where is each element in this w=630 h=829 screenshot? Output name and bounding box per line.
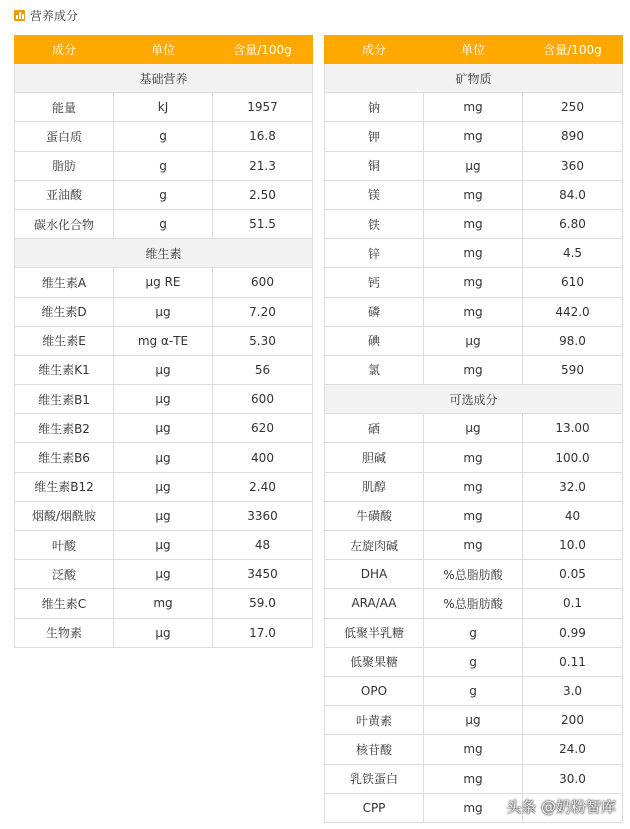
table-row xyxy=(15,122,313,151)
cell-name: 低聚半乳糖 xyxy=(325,618,424,647)
cell-name: 叶酸 xyxy=(15,531,114,560)
cell-name: 能量 xyxy=(15,93,114,122)
cell-value: 32.0 xyxy=(523,472,623,501)
cell-value: 7.20 xyxy=(213,297,313,326)
table-row xyxy=(15,268,313,297)
cell-unit: g xyxy=(114,180,213,209)
table-row xyxy=(325,501,623,530)
table-row xyxy=(15,93,313,122)
section-label: 基础营养 xyxy=(15,64,313,93)
table-row xyxy=(325,443,623,472)
table-row xyxy=(325,618,623,647)
table-row xyxy=(15,560,313,589)
cell-name: 铜 xyxy=(325,151,424,180)
cell-name: 硒 xyxy=(325,414,424,443)
cell-name: 碳水化合物 xyxy=(15,209,114,238)
cell-unit: μg xyxy=(114,385,213,414)
cell-name: 铁 xyxy=(325,209,424,238)
cell-name: ARA/AA xyxy=(325,589,424,618)
cell-value: 1957 xyxy=(213,93,313,122)
table-row xyxy=(15,531,313,560)
table-row xyxy=(325,589,623,618)
cell-unit: μg xyxy=(114,472,213,501)
cell-value: 100.0 xyxy=(523,443,623,472)
table-row xyxy=(325,676,623,705)
table-row xyxy=(15,297,313,326)
table-row xyxy=(15,414,313,443)
cell-unit: μg xyxy=(424,706,523,735)
cell-value: 0.11 xyxy=(523,647,623,676)
cell-name: 低聚果糖 xyxy=(325,647,424,676)
cell-unit: mg xyxy=(424,239,523,268)
cell-name: 维生素C xyxy=(15,589,114,618)
cell-value: 0.99 xyxy=(523,618,623,647)
table-row xyxy=(325,706,623,735)
table-row xyxy=(325,560,623,589)
table-header-row xyxy=(325,36,623,64)
cell-unit: mg xyxy=(424,735,523,764)
cell-value: 17.0 xyxy=(213,618,313,647)
cell-unit: mg xyxy=(424,122,523,151)
table-row xyxy=(325,531,623,560)
table-row xyxy=(15,443,313,472)
cell-unit: μg xyxy=(114,297,213,326)
chart-bars-icon xyxy=(14,10,25,21)
cell-value: 3360 xyxy=(213,501,313,530)
cell-value: 13.00 xyxy=(523,414,623,443)
cell-value: 200 xyxy=(523,706,623,735)
table-row xyxy=(325,764,623,793)
cell-value: 98.0 xyxy=(523,326,623,355)
cell-value: 600 xyxy=(213,385,313,414)
cell-value: 890 xyxy=(523,122,623,151)
table-row xyxy=(325,414,623,443)
cell-name: 维生素B6 xyxy=(15,443,114,472)
table-row xyxy=(325,472,623,501)
cell-unit: μg xyxy=(114,443,213,472)
cell-name: 亚油酸 xyxy=(15,180,114,209)
section-header xyxy=(14,6,78,24)
table-row xyxy=(325,735,623,764)
cell-unit: μg xyxy=(424,326,523,355)
column-header-value: 含量/100g xyxy=(213,36,313,64)
cell-unit: mg xyxy=(424,268,523,297)
cell-value: 590 xyxy=(523,355,623,384)
section-title: 营养成分 xyxy=(30,8,79,23)
cell-unit: g xyxy=(424,618,523,647)
cell-name: 脂肪 xyxy=(15,151,114,180)
cell-name: 生物素 xyxy=(15,618,114,647)
cell-unit: g xyxy=(114,122,213,151)
cell-name: 碘 xyxy=(325,326,424,355)
cell-unit: mg xyxy=(424,209,523,238)
cell-value: 84.0 xyxy=(523,180,623,209)
table-row xyxy=(325,268,623,297)
nutrition-table-left xyxy=(14,35,313,648)
cell-name: DHA xyxy=(325,560,424,589)
cell-value: 442.0 xyxy=(523,297,623,326)
cell-name: 核苷酸 xyxy=(325,735,424,764)
cell-unit: mg xyxy=(424,297,523,326)
cell-name: 烟酸/烟酰胺 xyxy=(15,501,114,530)
cell-name: 氯 xyxy=(325,355,424,384)
table-row xyxy=(15,180,313,209)
cell-value: 30.0 xyxy=(523,764,623,793)
column-header-unit: 单位 xyxy=(424,36,523,64)
cell-unit: mg xyxy=(424,793,523,822)
cell-value: 2.50 xyxy=(213,180,313,209)
cell-unit: mg xyxy=(114,589,213,618)
table-row xyxy=(15,385,313,414)
column-header-unit: 单位 xyxy=(114,36,213,64)
cell-unit: mg xyxy=(424,501,523,530)
cell-value: 21.3 xyxy=(213,151,313,180)
watermark: 头条 @奶粉智库 xyxy=(506,798,616,816)
cell-unit: mg xyxy=(424,93,523,122)
cell-name: 乳铁蛋白 xyxy=(325,764,424,793)
cell-value: 24.0 xyxy=(523,735,623,764)
cell-name: 牛磺酸 xyxy=(325,501,424,530)
table-row xyxy=(325,180,623,209)
section-row xyxy=(15,239,313,268)
cell-name: 维生素B1 xyxy=(15,385,114,414)
table-row xyxy=(325,297,623,326)
cell-name: 左旋肉碱 xyxy=(325,531,424,560)
cell-name: 镁 xyxy=(325,180,424,209)
table-row xyxy=(15,355,313,384)
cell-value: 3450 xyxy=(213,560,313,589)
table-row xyxy=(15,209,313,238)
cell-name: 叶黄素 xyxy=(325,706,424,735)
cell-unit: mg xyxy=(424,472,523,501)
cell-value: 48 xyxy=(213,531,313,560)
cell-value: 2.40 xyxy=(213,472,313,501)
cell-name: 维生素B2 xyxy=(15,414,114,443)
cell-name: 蛋白质 xyxy=(15,122,114,151)
section-label: 维生素 xyxy=(15,239,313,268)
section-row xyxy=(325,64,623,93)
nutrition-table-right xyxy=(324,35,623,823)
cell-name: 磷 xyxy=(325,297,424,326)
cell-unit: mg xyxy=(424,764,523,793)
cell-name: 肌醇 xyxy=(325,472,424,501)
cell-unit: μg xyxy=(424,414,523,443)
cell-unit: μg xyxy=(114,531,213,560)
cell-value: 610 xyxy=(523,268,623,297)
cell-name: 维生素E xyxy=(15,326,114,355)
cell-unit: μg xyxy=(114,501,213,530)
cell-unit: mg xyxy=(424,443,523,472)
cell-value: 5.30 xyxy=(213,326,313,355)
table-row xyxy=(15,326,313,355)
table-row xyxy=(325,209,623,238)
cell-unit: mg xyxy=(424,531,523,560)
cell-value: 250 xyxy=(523,93,623,122)
cell-unit: μg xyxy=(114,560,213,589)
cell-name: 钙 xyxy=(325,268,424,297)
cell-unit: mg α-TE xyxy=(114,326,213,355)
cell-value: 0.05 xyxy=(523,560,623,589)
cell-unit: kJ xyxy=(114,93,213,122)
cell-value: 0.1 xyxy=(523,589,623,618)
cell-unit: μg xyxy=(114,618,213,647)
cell-value: 620 xyxy=(213,414,313,443)
table-row xyxy=(325,151,623,180)
column-header-name: 成分 xyxy=(325,36,424,64)
cell-unit: g xyxy=(114,151,213,180)
cell-unit: μg xyxy=(424,151,523,180)
table-row xyxy=(15,151,313,180)
table-row xyxy=(325,122,623,151)
cell-name: 维生素K1 xyxy=(15,355,114,384)
cell-name: OPO xyxy=(325,676,424,705)
table-row xyxy=(325,355,623,384)
cell-name: 维生素B12 xyxy=(15,472,114,501)
cell-value: 56 xyxy=(213,355,313,384)
cell-value: 16.8 xyxy=(213,122,313,151)
cell-value: 4.5 xyxy=(523,239,623,268)
cell-name: 锌 xyxy=(325,239,424,268)
cell-value: 10.0 xyxy=(523,531,623,560)
cell-unit: mg xyxy=(424,355,523,384)
table-row xyxy=(15,501,313,530)
cell-unit: g xyxy=(424,676,523,705)
cell-unit: %总脂肪酸 xyxy=(424,589,523,618)
cell-unit: μg xyxy=(114,414,213,443)
cell-value: 59.0 xyxy=(213,589,313,618)
section-row xyxy=(15,64,313,93)
cell-name: 维生素D xyxy=(15,297,114,326)
cell-name: 钾 xyxy=(325,122,424,151)
table-row xyxy=(15,589,313,618)
cell-unit: %总脂肪酸 xyxy=(424,560,523,589)
cell-unit: g xyxy=(424,647,523,676)
cell-value: 40 xyxy=(523,501,623,530)
table-row xyxy=(325,239,623,268)
cell-name: 泛酸 xyxy=(15,560,114,589)
cell-name: CPP xyxy=(325,793,424,822)
cell-value: 51.5 xyxy=(213,209,313,238)
cell-name: 维生素A xyxy=(15,268,114,297)
section-label: 可选成分 xyxy=(325,385,623,414)
table-header-row xyxy=(15,36,313,64)
cell-value: 6.80 xyxy=(523,209,623,238)
cell-value: 3.0 xyxy=(523,676,623,705)
cell-value: 360 xyxy=(523,151,623,180)
cell-name: 钠 xyxy=(325,93,424,122)
section-label: 矿物质 xyxy=(325,64,623,93)
table-row xyxy=(325,326,623,355)
cell-unit: g xyxy=(114,209,213,238)
cell-value: 400 xyxy=(213,443,313,472)
cell-unit: μg xyxy=(114,355,213,384)
cell-value: 600 xyxy=(213,268,313,297)
table-row xyxy=(325,647,623,676)
table-row xyxy=(15,472,313,501)
table-row xyxy=(325,93,623,122)
section-row xyxy=(325,385,623,414)
cell-unit: μg RE xyxy=(114,268,213,297)
table-row xyxy=(15,618,313,647)
column-header-name: 成分 xyxy=(15,36,114,64)
cell-name: 胆碱 xyxy=(325,443,424,472)
cell-unit: mg xyxy=(424,180,523,209)
column-header-value: 含量/100g xyxy=(523,36,623,64)
